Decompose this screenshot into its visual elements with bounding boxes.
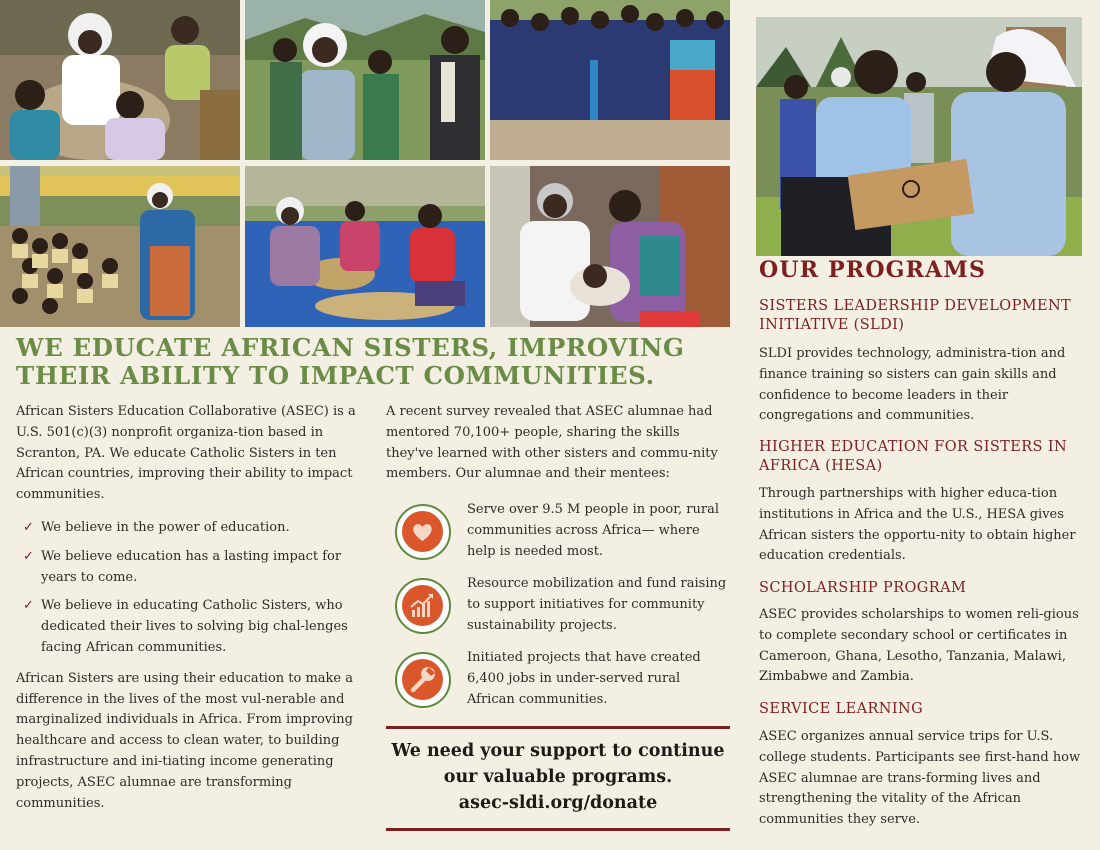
program-body-hesa: Through partnerships with higher educa-tion institutions in Africa and the U.S., HESA gives African sisters the opportu-nity to obtain higher education credentials.	[759, 486, 1076, 564]
impact-text: Resource mobilization and fund raising to support initiatives for community sustainability projects.	[467, 576, 727, 633]
belief-text: We believe in educating Catholic Sisters, who dedicated their lives to solving big chal-lenges facing African communities.	[41, 598, 348, 655]
checkmark-icon: ✓	[23, 548, 34, 564]
main-headline	[16, 334, 736, 390]
intro-paragraph: African Sisters Education Collaborative (ASEC) is a U.S. 501(c)(3) nonprofit organiza-tion based in Scranton, PA. We educate Catholic Sisters in ten African countries, improving their ability to impact communities.	[16, 404, 356, 503]
survey-paragraph: A recent survey revealed that ASEC alumnae had mentored 70,100+ people, sharing the skills they've learned with other sisters and commu-nity members. Our alumnae and their mentees:	[386, 404, 718, 482]
photo-sister-with-schoolchildren	[245, 0, 485, 160]
program-body-sldi: SLDI provides technology, administra-tion and finance training so sisters can gain skills and confidence to become leaders in their congregations and communities.	[759, 346, 1066, 424]
cta-line-2: our valuable programs.	[443, 767, 673, 787]
belief-item	[16, 518, 356, 539]
program-heading-hesa: HIGHER EDUCATION FOR SISTERS IN AFRICA (HESA)	[759, 439, 1068, 474]
outcomes-paragraph: African Sisters are using their education to make a difference in the lives of the most vul-nerable and marginalized individuals in Africa. From improving healthcare and access to clean water, to building infrastructure and ini-tiating income generating projects, ASEC alumnae are transforming communities.	[16, 670, 354, 811]
program-heading-service-learning: SERVICE LEARNING	[759, 701, 924, 717]
wrench-icon	[395, 652, 451, 708]
checkmark-icon: ✓	[23, 598, 34, 614]
photo-women-sorting-grain	[245, 166, 485, 327]
photo-sister-with-mothers-and-babies	[0, 0, 240, 160]
headline-line-1: WE EDUCATE AFRICAN SISTERS, IMPROVING	[16, 333, 685, 362]
donate-link[interactable]: asec-sldi.org/donate	[458, 793, 658, 813]
cta-bottom-divider	[386, 828, 730, 831]
photo-students-at-water-pump	[490, 0, 730, 160]
belief-item	[16, 547, 356, 589]
photo-sisters-handing-over-laptop	[756, 17, 1082, 256]
photo-sister-with-mother-and-baby	[490, 166, 730, 327]
checkmark-icon: ✓	[23, 519, 34, 535]
program-heading-sldi: SISTERS LEADERSHIP DEVELOPMENT INITIATIVE (SLDI)	[759, 298, 1072, 333]
cta-top-divider	[386, 726, 730, 729]
donate-call-to-action	[386, 738, 730, 816]
impact-text: Serve over 9.5 M people in poor, rural communities across Africa— where help is needed most.	[467, 502, 719, 559]
impact-text: Initiated projects that have created 6,400 jobs in under-served rural African communities.	[467, 650, 701, 707]
programs-title: OUR PROGRAMS	[759, 257, 987, 283]
program-heading-scholarship: SCHOLARSHIP PROGRAM	[759, 580, 967, 596]
survey-column	[386, 402, 726, 485]
headline-line-2: THEIR ABILITY TO IMPACT COMMUNITIES.	[16, 361, 655, 390]
beliefs-list	[16, 518, 356, 659]
program-body-service-learning: ASEC organizes annual service trips for U.S. college students. Participants see first-hand how ASEC alumnae are trans-forming lives and strengthening the vitality of the African communities they serve.	[759, 729, 1081, 828]
belief-text: We believe in the power of education.	[41, 519, 290, 535]
belief-text: We believe education has a lasting impact for years to come.	[41, 548, 342, 585]
program-body-scholarship: ASEC provides scholarships to women reli-gious to complete secondary school or certificates in Cameroon, Ghana, Lesotho, Tanzania, Malawi, Zimbabwe and Zambia.	[759, 607, 1079, 685]
growth-chart-icon	[395, 578, 451, 634]
heart-icon	[395, 504, 451, 560]
about-column	[16, 402, 356, 814]
cta-line-1: We need your support to continue	[391, 741, 725, 761]
belief-item	[16, 596, 356, 658]
photo-sister-with-pupils-in-yard	[0, 166, 240, 327]
